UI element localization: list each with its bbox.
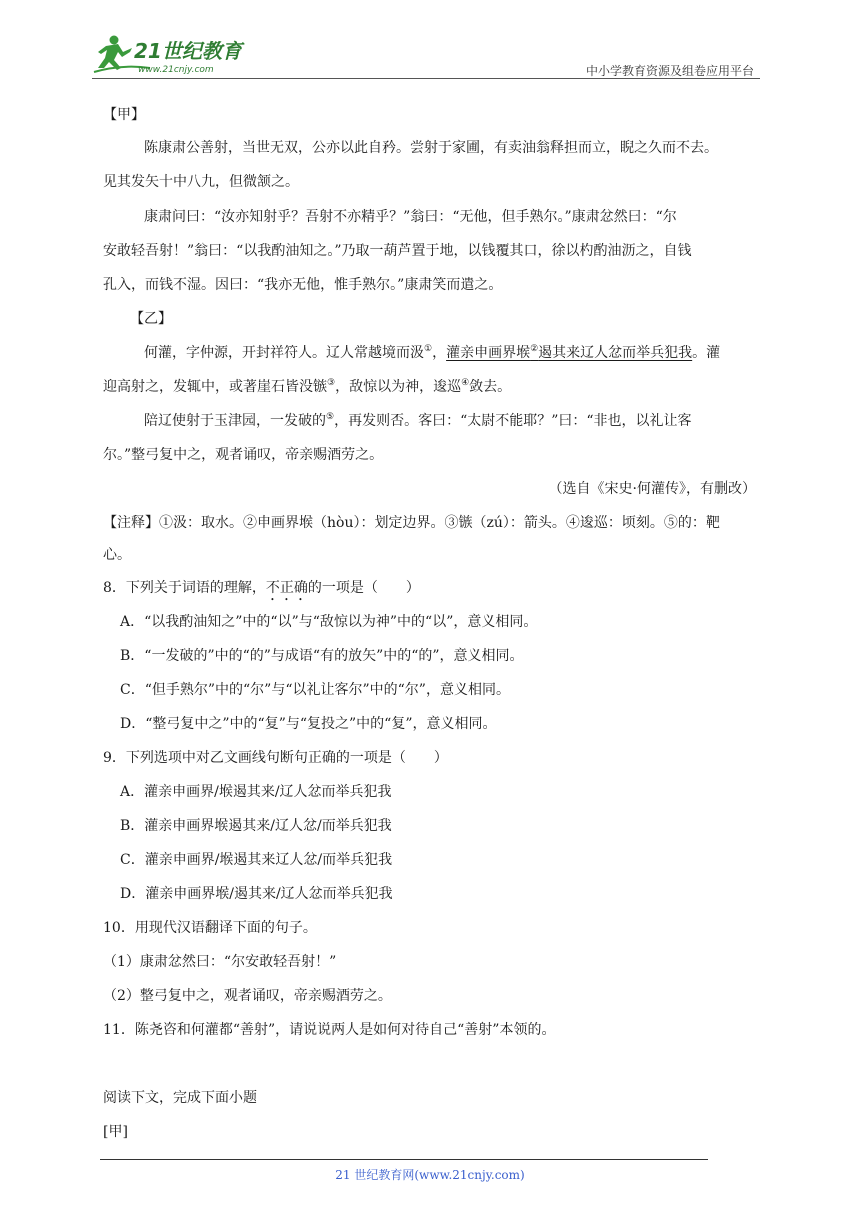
q8-option-c: C．“但手熟尔”中的“尔”与“以礼让客尔”中的“尔”，意义相同。 [120,682,510,698]
yi-paragraph-1-line-2: 迎高射之，发辄中，或著崖石皆没镞③，敌惊以为神，逡巡④敛去。 [103,378,512,395]
question-8: 8．下列关于词语的理解，不正确的一项是（ ） [103,580,420,596]
yi-paragraph-2-line-1: 陪辽使射于玉津园，一发破的⑤，再发则否。客曰：“太尉不能耶？”曰：“非也，以礼让客 [144,412,692,429]
question-11: 11．陈尧咨和何灌都“善射”，请说说两人是如何对待自己“善射”本领的。 [103,1022,556,1038]
q8-option-a: A．“以我酌油知之”中的“以”与“敌惊以为神”中的“以”，意义相同。 [120,614,538,630]
jia-paragraph-1-line-1: 陈康肃公善射，当世无双，公亦以此自矜。尝射于家圃，有卖油翁释担而立，睨之久而不去。 [144,140,718,156]
yi-label: 【乙】 [130,311,172,327]
jia-paragraph-1-line-2: 见其发矢十中八九，但微颔之。 [103,174,299,190]
notes-line-2: 心。 [103,547,131,563]
jia-paragraph-2-line-1: 康肃问曰：“汝亦知射乎？吾射不亦精乎？”翁曰：“无他，但手熟尔。”康肃忿然曰：“尔 [144,209,677,225]
jia-paragraph-2-line-3: 孔入，而钱不湿。因曰：“我亦无他，惟手熟尔。”康肃笑而遣之。 [103,277,503,293]
q9-option-b: B．灌亲申画界堠遏其来/辽人忿/而举兵犯我 [120,818,392,834]
underlined-sentence: 灌亲申画界堠②遏其来辽人忿而举兵犯我 [446,344,693,361]
page-header [92,30,760,80]
platform-name: 中小学教育资源及组卷应用平台 [585,64,754,78]
question-9: 9．下列选项中对乙文画线句断句正确的一项是（ ） [103,750,448,766]
next-section-label: [甲] [103,1124,128,1140]
yi-paragraph-2-line-2: 尔。”整弓复中之，观者诵叹，帝亲赐酒劳之。 [103,447,384,463]
header-divider [92,78,760,79]
notes-line-1: 【注释】①汲：取水。②申画界堠（hòu）：划定边界。③镞（zú）：箭头。④逡巡：顷刻。⑤的：靶 [103,515,720,531]
next-section-intro: 阅读下文，完成下面小题 [103,1090,257,1106]
q9-option-c: C．灌亲申画界/堠遏其来辽人忿/而举兵犯我 [120,852,393,868]
logo-url: www.21cnjy.com [138,65,214,75]
logo-text: 21世纪教育 [134,39,242,63]
jia-paragraph-2-line-2: 安敢轻吾射！”翁曰：“以我酌油知之。”乃取一葫芦置于地，以钱覆其口，徐以杓酌油沥之，自钱 [103,243,692,259]
footer-link[interactable]: 21 世纪教育网(www.21cnjy.com) [335,1168,525,1182]
site-logo [92,30,262,76]
emphasis-text: 不正确 [265,580,308,596]
q9-option-d: D．灌亲申画界堠/遏其来/辽人忿而举兵犯我 [120,886,393,902]
source-citation: （选自《宋史·何灌传》，有删改） [548,481,756,497]
q10-item-1: （1）康肃忿然曰：“尔安敢轻吾射！” [103,954,337,970]
question-10: 10．用现代汉语翻译下面的句子。 [103,920,317,936]
jia-label: 【甲】 [103,107,145,123]
q10-item-2: （2）整弓复中之，观者诵叹，帝亲赐酒劳之。 [103,988,392,1004]
footer-divider [100,1159,708,1160]
q9-option-a: A．灌亲申画界/堠遏其来/辽人忿而举兵犯我 [120,784,392,800]
q8-option-b: B．“一发破的”中的“的”与成语“有的放矢”中的“的”，意义相同。 [120,648,524,664]
q8-option-d: D．“整弓复中之”中的“复”与“复投之”中的“复”，意义相同。 [120,716,497,732]
yi-paragraph-1-line-1: 何灌，字仲源，开封祥符人。辽人常越境而汲①，灌亲申画界堠②遏其来辽人忿而举兵犯我。灌 [144,344,721,361]
